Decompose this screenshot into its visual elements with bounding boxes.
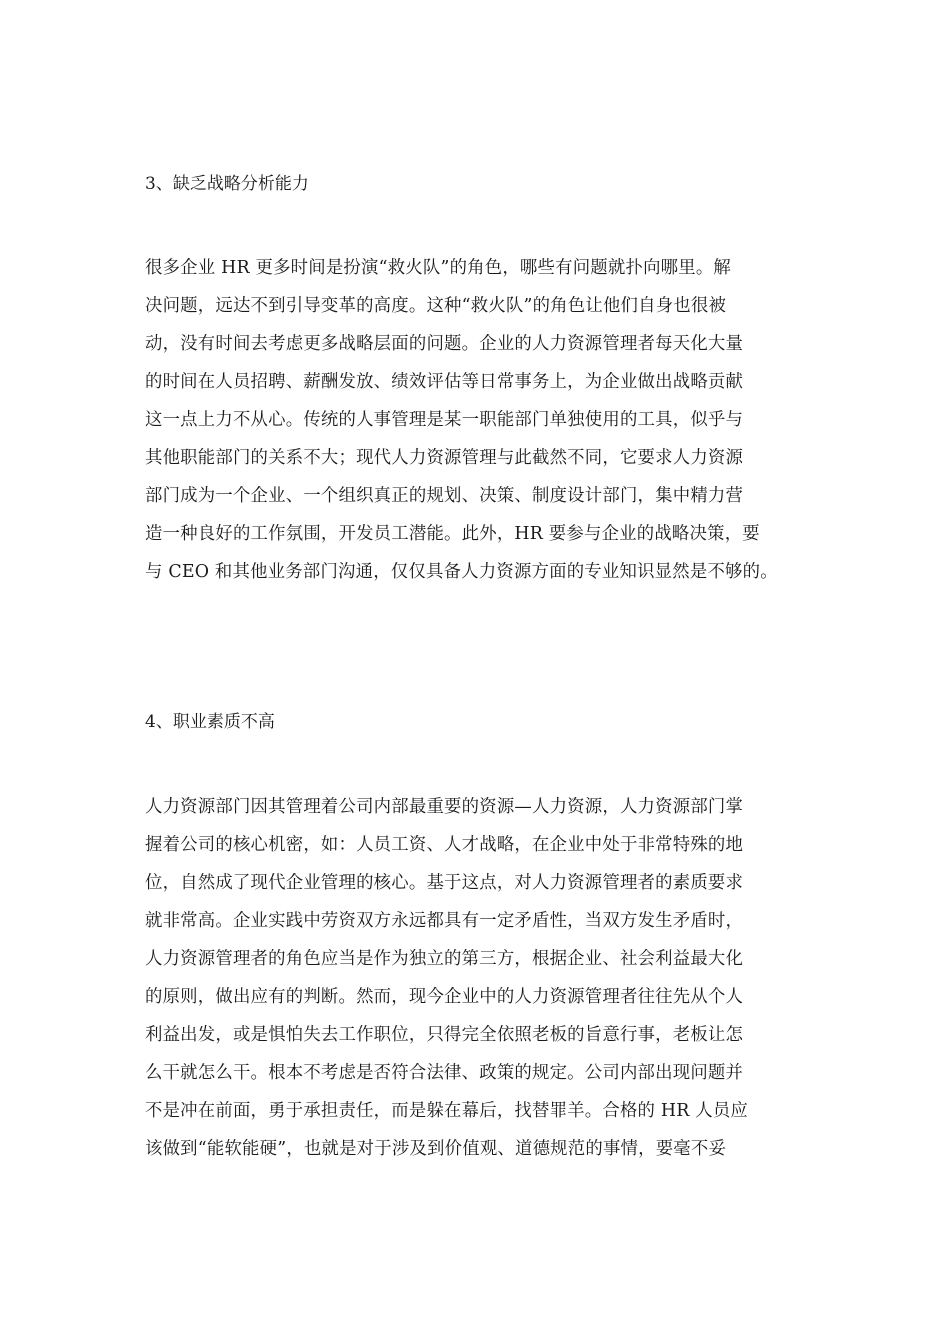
paragraph-line: 的时间在人员招聘、薪酬发放、绩效评估等日常事务上，为企业做出战略贡献 bbox=[145, 372, 744, 392]
paragraph-line: 决问题，远达不到引导变革的高度。这种“救火队”的角色让他们自身也很被 bbox=[145, 296, 727, 316]
paragraph-line: 位，自然成了现代企业管理的核心。基于这点，对人力资源管理者的素质要求 bbox=[145, 873, 744, 893]
paragraph-line: 握着公司的核心机密，如：人员工资、人才战略，在企业中处于非常特殊的地 bbox=[145, 835, 744, 855]
paragraph-line: 该做到“能软能硬”，也就是对于涉及到价值观、道德规范的事情，要毫不妥 bbox=[145, 1139, 727, 1159]
section-4-paragraph bbox=[145, 788, 825, 1168]
paragraph-line: 人力资源管理者的角色应当是作为独立的第三方，根据企业、社会利益最大化 bbox=[145, 949, 744, 969]
paragraph-line: 其他职能部门的关系不大；现代人力资源管理与此截然不同，它要求人力资源 bbox=[145, 448, 744, 468]
paragraph-line: 人力资源部门因其管理着公司内部最重要的资源—人力资源，人力资源部门掌 bbox=[145, 797, 744, 817]
paragraph-line: 利益出发，或是惧怕失去工作职位，只得完全依照老板的旨意行事，老板让怎 bbox=[145, 1025, 744, 1045]
paragraph-line: 与 CEO 和其他业务部门沟通，仅仅具备人力资源方面的专业知识显然是不够的。 bbox=[145, 562, 778, 582]
section-heading-3: 3、缺乏战略分析能力 bbox=[145, 174, 309, 194]
section-heading-4: 4、职业素质不高 bbox=[145, 712, 275, 732]
paragraph-line: 不是冲在前面，勇于承担责任，而是躲在幕后，找替罪羊。合格的 HR 人员应 bbox=[145, 1101, 749, 1121]
paragraph-line: 这一点上力不从心。传统的人事管理是某一职能部门单独使用的工具，似乎与 bbox=[145, 410, 744, 430]
paragraph-line: 么干就怎么干。根本不考虑是否符合法律、政策的规定。公司内部出现问题并 bbox=[145, 1063, 744, 1083]
paragraph-line: 很多企业 HR 更多时间是扮演“救火队”的角色，哪些有问题就扑向哪里。解 bbox=[145, 258, 732, 278]
paragraph-line: 造一种良好的工作氛围，开发员工潜能。此外，HR 要参与企业的战略决策，要 bbox=[145, 524, 760, 544]
paragraph-line: 就非常高。企业实践中劳资双方永远都具有一定矛盾性，当双方发生矛盾时， bbox=[145, 911, 744, 931]
paragraph-line: 动，没有时间去考虑更多战略层面的问题。企业的人力资源管理者每天化大量 bbox=[145, 334, 744, 354]
section-3-paragraph bbox=[145, 249, 825, 591]
paragraph-line: 部门成为一个企业、一个组织真正的规划、决策、制度设计部门，集中精力营 bbox=[145, 486, 744, 506]
paragraph-line: 的原则，做出应有的判断。然而，现今企业中的人力资源管理者往往先从个人 bbox=[145, 987, 744, 1007]
